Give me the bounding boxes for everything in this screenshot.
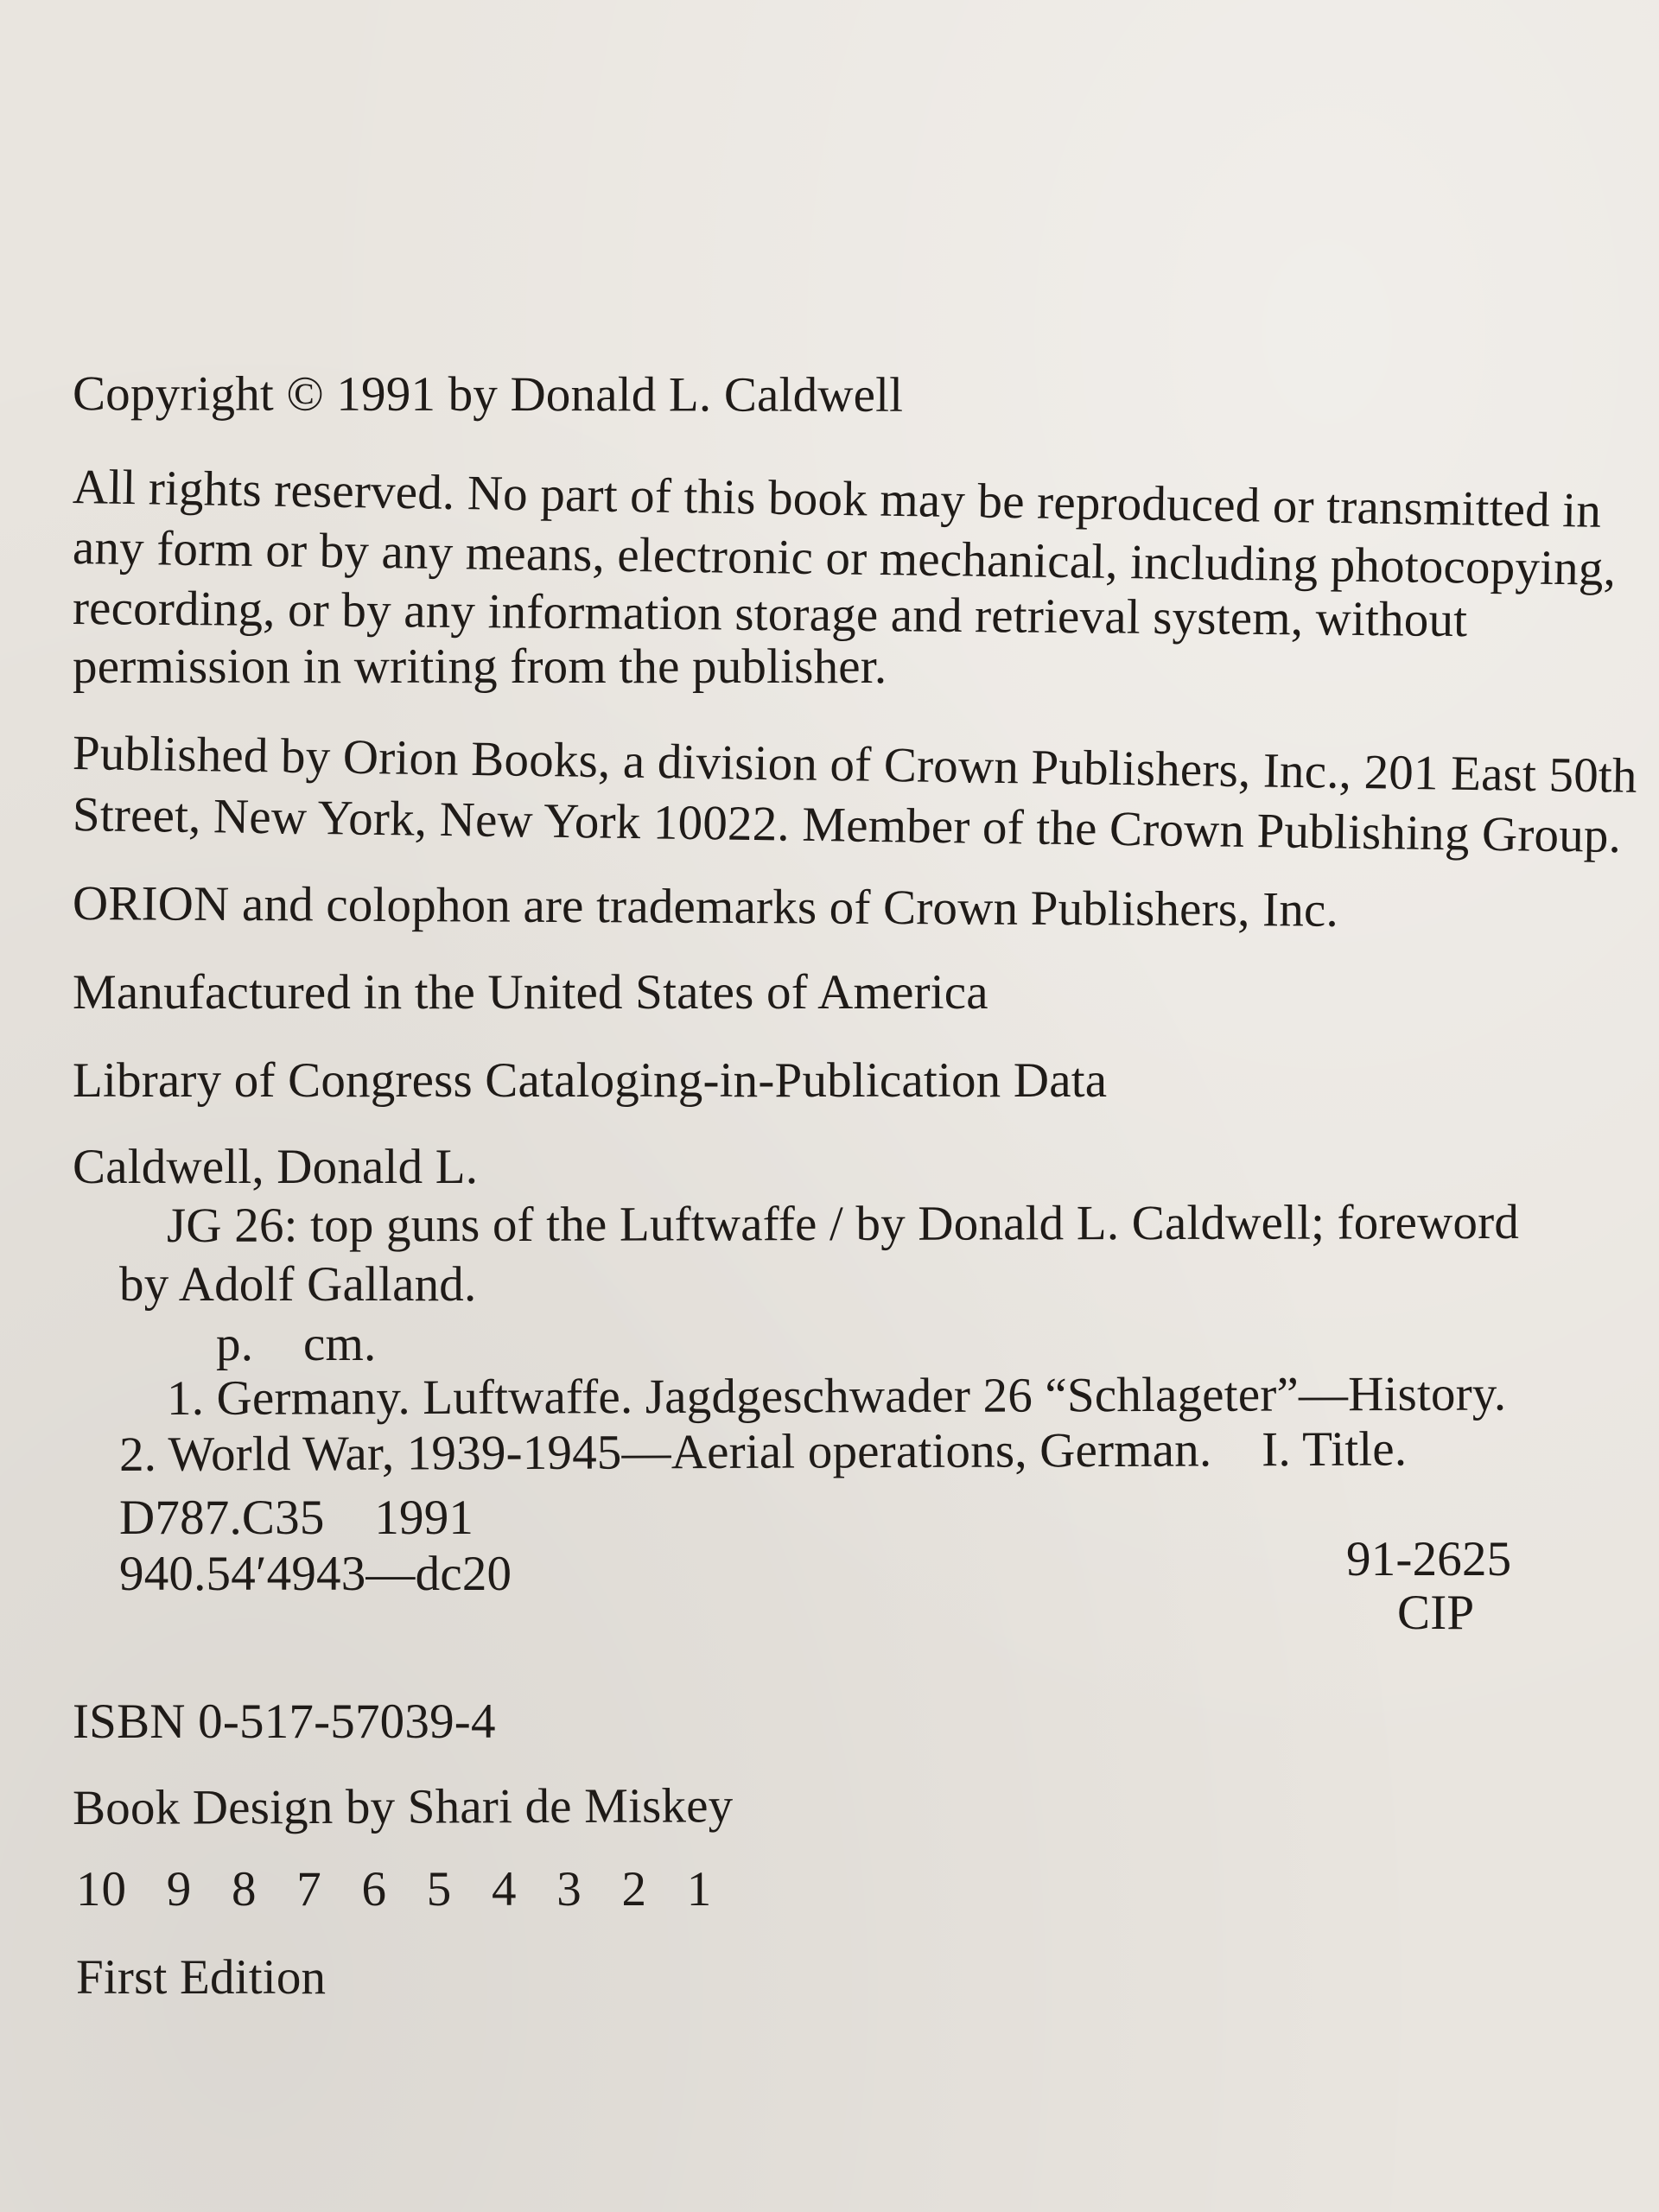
trademark-line: ORION and colophon are trademarks of Crown Publishers, Inc. — [72, 876, 1339, 938]
edition-line: First Edition — [76, 1950, 327, 2005]
publisher-line-1: Published by Orion Books, a division of Crown Publishers, Inc., 201 East 50th — [72, 726, 1638, 804]
cip-title-line-1: JG 26: top guns of the Luftwaffe / by Donald L. Caldwell; foreword — [166, 1194, 1520, 1253]
cip-lc-class: D787.C35 1991 — [119, 1491, 474, 1545]
cip-label: CIP — [1397, 1586, 1475, 1640]
rights-line-4: permission in writing from the publisher. — [73, 639, 887, 694]
cip-subject-2: 2. World War, 1939-1945—Aerial operations, German. I. Title. — [118, 1421, 1408, 1482]
rights-line-2: any form or by any means, electronic or mechanical, including photocopying, — [72, 520, 1617, 596]
isbn-line: ISBN 0-517-57039-4 — [73, 1694, 496, 1749]
manufactured-line: Manufactured in the United States of America — [73, 965, 988, 1020]
printing-line: 10 9 8 7 6 5 4 3 2 1 — [76, 1862, 713, 1916]
rights-line-3: recording, or by any information storage and retrieval system, without — [72, 581, 1468, 648]
cip-subject-1: 1. Germany. Luftwaffe. Jagdgeschwader 26 “Schlageter”—History. — [166, 1366, 1507, 1426]
cip-heading: Library of Congress Cataloging-in-Publication Data — [73, 1053, 1108, 1108]
copyright-line: Copyright © 1991 by Donald L. Caldwell — [72, 366, 904, 423]
cip-dewey: 940.54′4943—dc20 — [119, 1547, 512, 1601]
cip-physical-description: p. cm. — [216, 1317, 377, 1371]
cip-title-line-2: by Adolf Galland. — [119, 1257, 477, 1312]
cip-lccn: 91-2625 — [1346, 1532, 1512, 1586]
book-design-line: Book Design by Shari de Miskey — [72, 1778, 734, 1835]
cip-author: Caldwell, Donald L. — [73, 1140, 479, 1194]
rights-line-1: All rights reserved. No part of this book may be reproduced or transmitted in — [72, 460, 1602, 538]
publisher-line-2: Street, New York, New York 10022. Member of the Crown Publishing Group. — [72, 787, 1622, 864]
